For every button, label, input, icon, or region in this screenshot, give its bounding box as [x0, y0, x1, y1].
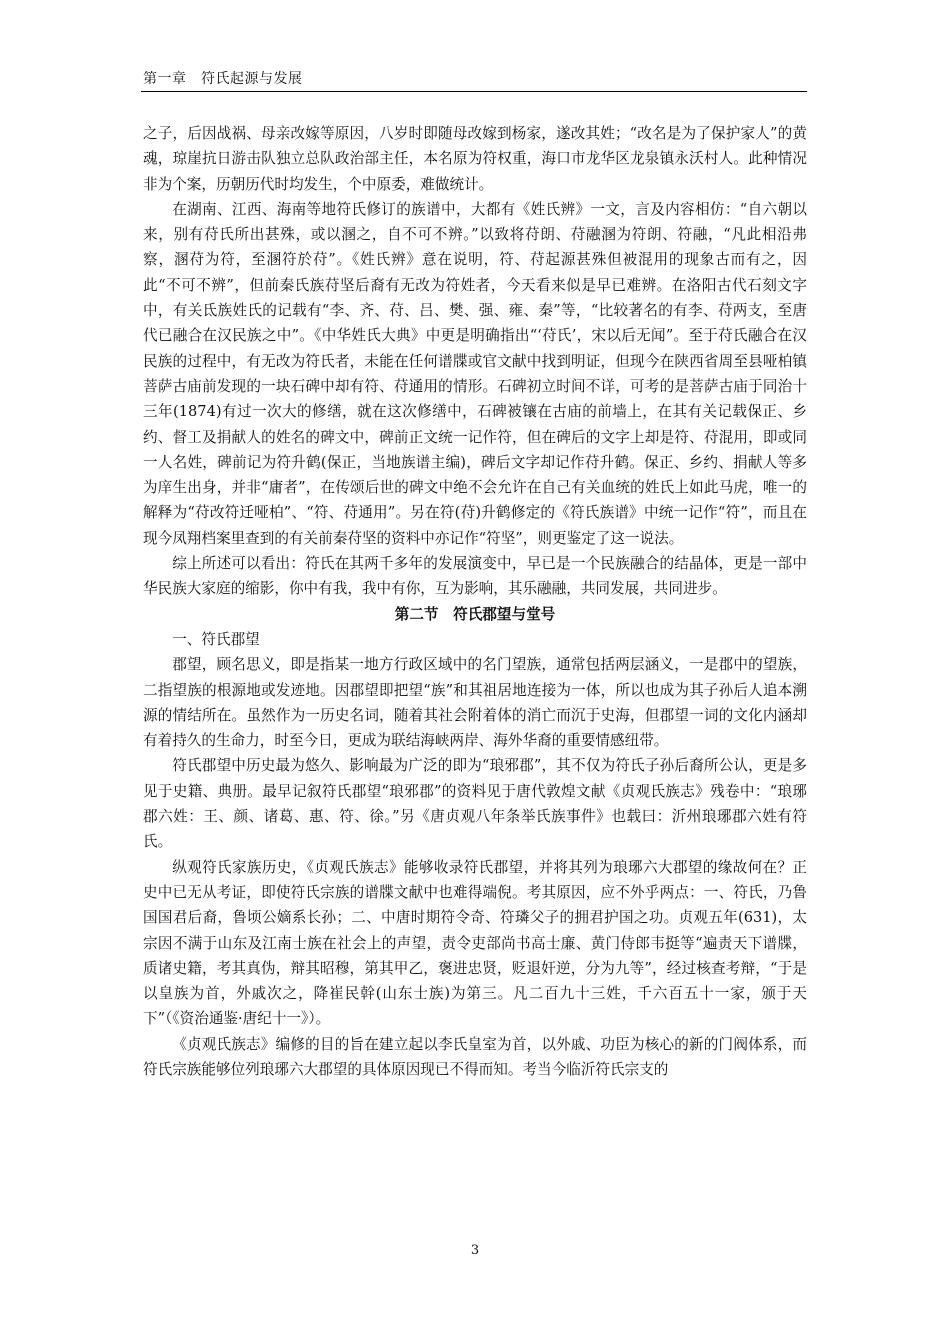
subsection-title: 一、符氏郡望	[172, 630, 260, 648]
paragraph: 纵观符氏家族历史，《贞观氏族志》能够收录符氏郡望，并将其列为琅琊六大郡望的缘故何在？正史中已无从考证，即使符氏宗族的谱牒文献中也难得端倪。考其原因，应不外乎两点：一、符氏，乃鲁国国君后裔，鲁顷公嫡系长孙；二、中唐时期符令奇、符璘父子的拥君护国之功。贞观五年(631)，太宗因不满于山东及江南士族在社会上的声望，责令吏部尚书高士廉、黄门侍郎韦挺等“遍责天下谱牒，质诸史籍，考其真伪，辩其昭穆，第其甲乙，褒进忠贤，贬退奸逆，分为九等”，经过核查考辩，“于是以皇族为首，外戚次之，降崔民幹(山东士族)为第三。凡二百九十三姓，千六百五十一家，颁于天下”（《资治通鉴·唐纪十一》）。	[143, 858, 807, 1028]
header-rule	[141, 91, 807, 92]
section-title: 第二节 符氏郡望与堂号	[394, 605, 556, 623]
paragraph: 在湖南、江西、海南等地符氏修订的族谱中，大都有《姓氏辨》一文，言及内容相仿：“自六朝以来，别有苻氏所出甚殊，或以溷之，自不可不辨。”以致将苻朗、苻融溷为符朗、符融，“凡此相沿弗察，溷苻为符，至溷符於苻”。《姓氏辨》意在说明，符、苻起源甚殊但被混用的现象古而有之，因此“不可不辨”，但前秦氏族苻坚后裔有无改为符姓者，今天看来似是早已难辨。在洛阳古代石刻文字中，有关氐族姓氏的记载有“李、齐、苻、吕、樊、强、雍、秦”等，“比较著名的有李、苻两支，至唐代已融合在汉民族之中”。《中华姓氏大典》中更是明确指出“‘苻氏’，宋以后无闻”。至于苻氏融合在汉民族的过程中，有无改为符氏者，未能在任何谱牒或官文献中找到明证，但现今在陕西省周至县哑柏镇菩萨古庙前发现的一块石碑中却有符、苻通用的情形。石碑初立时间不详，可考的是菩萨古庙于同治十三年(1874)有过一次大的修缮，就在这次修缮中，石碑被镶在古庙的前墙上，在其有关记载保正、乡约、督工及捐献人的姓名的碑文中，碑前正文统一记作符，但在碑后的文字上却是符、苻混用，即或同一人名姓，碑前记为符升鹤(保正，当地族谱主编)，碑后文字却记作苻升鹤。保正、乡约、捐献人等多为庠生出身，并非“庸者”，在传颂后世的碑文中绝不会允许在自己有关血统的姓氏上如此马虎，唯一的解释为“苻改符迁哑柏”、“符、苻通用”。另在符(苻)升鹤修定的《符氏族谱》中统一记作“符”，而且在现今凤翔档案里查到的有关前秦苻坚的资料中亦记作“符坚”，则更鉴定了这一说法。	[143, 200, 807, 547]
paragraph: 郡望，顾名思义，即是指某一地方行政区域中的名门望族，通常包括两层涵义，一是郡中的望族，二指望族的根源地或发迹地。因郡望即把望“族”和其祖居地连接为一体，所以也成为其子孙后人追本溯源的情结所在。虽然作为一历史名词，随着其社会附着体的消亡而沉于史海，但郡望一词的文化内涵却有着持久的生命力，时至今日，更成为联结海峡两岸、海外华裔的重要情感纽带。	[143, 656, 807, 750]
paragraph: 符氏郡望中历史最为悠久、影响最为广泛的即为“琅邪郡”，其不仅为符氏子孙后裔所公认，更是多见于史籍、典册。最早记叙符氏郡望“琅邪郡”的资料见于唐代敦煌文献《贞观氏族志》残卷中：“琅琊郡六姓：王、颜、诸葛、惠、符、徐。”另《唐贞观八年条举氏族事件》也载曰：沂州琅琊郡六姓有符氏。	[143, 757, 807, 851]
running-header: 第一章 符氏起源与发展	[143, 71, 303, 87]
paragraph: 综上所述可以看出：符氏在其两千多年的发展演变中，早已是一个民族融合的结晶体，更是一部中华民族大家庭的缩影，你中有我，我中有你，互为影响，其乐融融，共同发展，共同进步。	[143, 555, 807, 598]
paragraph-continued: 之子，后因战祸、母亲改嫁等原因，八岁时即随母改嫁到杨家，遂改其姓；“改名是为了保护家人”的黄魂，琼崖抗日游击队独立总队政治部主任，本名原为符权重，海口市龙华区龙泉镇永沃村人。此种情况非为个案，历朝历代时均发生，个中原委，难做统计。	[143, 125, 807, 193]
page-number: 3	[470, 1243, 480, 1258]
paragraph: 《贞观氏族志》编修的目的旨在建立起以李氏皇室为首，以外戚、功臣为核心的新的门阀体系，而符氏宗族能够位列琅琊六大郡望的具体原因现已不得而知。考当今临沂符氏宗支的	[143, 1035, 807, 1078]
body-text	[143, 121, 807, 1082]
